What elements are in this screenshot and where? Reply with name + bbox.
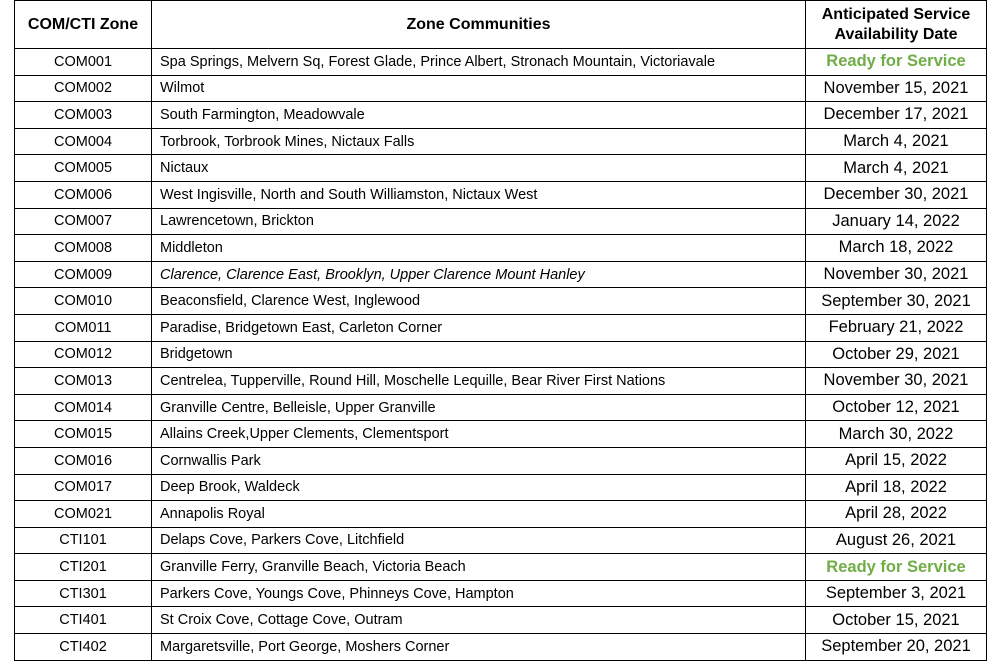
table-container [14,0,986,661]
table-row [15,102,987,129]
header-date-line2: Availability Date [834,25,958,43]
header-zone: COM/CTI Zone [15,1,152,49]
table-row [15,474,987,501]
zone-cell: COM007 [15,208,152,235]
communities-cell: Granville Ferry, Granville Beach, Victoria Beach [152,554,806,581]
table-row [15,501,987,528]
zone-schedule-table [14,0,987,661]
zone-cell: CTI201 [15,554,152,581]
zone-cell: COM011 [15,314,152,341]
communities-cell: Cornwallis Park [152,447,806,474]
communities-cell: South Farmington, Meadowvale [152,102,806,129]
date-cell: April 15, 2022 [806,447,987,474]
header-row [15,1,987,49]
communities-cell: Middleton [152,235,806,262]
table-row [15,607,987,634]
table-row [15,314,987,341]
communities-cell: Paradise, Bridgetown East, Carleton Corner [152,314,806,341]
table-row [15,554,987,581]
date-cell: December 17, 2021 [806,102,987,129]
communities-cell: Deep Brook, Waldeck [152,474,806,501]
communities-cell: Bridgetown [152,341,806,368]
table-row [15,368,987,395]
communities-cell: Torbrook, Torbrook Mines, Nictaux Falls [152,128,806,155]
communities-cell: Allains Creek,Upper Clements, Clementsport [152,421,806,448]
table-row [15,447,987,474]
table-row [15,394,987,421]
zone-cell: COM003 [15,102,152,129]
communities-cell: Margaretsville, Port George, Moshers Corner [152,634,806,661]
communities-cell: Granville Centre, Belleisle, Upper Granville [152,394,806,421]
table-body [15,49,987,661]
zone-cell: COM005 [15,155,152,182]
date-cell: April 28, 2022 [806,501,987,528]
table-row [15,580,987,607]
table-row [15,527,987,554]
date-cell: March 4, 2021 [806,128,987,155]
zone-cell: COM004 [15,128,152,155]
header-date-line1: Anticipated Service [821,5,971,23]
zone-cell: CTI401 [15,607,152,634]
date-cell: February 21, 2022 [806,314,987,341]
date-cell: October 15, 2021 [806,607,987,634]
communities-cell: Annapolis Royal [152,501,806,528]
table-row [15,181,987,208]
zone-cell: CTI402 [15,634,152,661]
communities-cell: Centrelea, Tupperville, Round Hill, Moschelle Lequille, Bear River First Nations [152,368,806,395]
date-cell: September 3, 2021 [806,580,987,607]
communities-cell: Parkers Cove, Youngs Cove, Phinneys Cove, Hampton [152,580,806,607]
table-row [15,288,987,315]
date-cell: November 30, 2021 [806,368,987,395]
ready-status-cell: Ready for Service [806,554,987,581]
communities-cell: West Ingisville, North and South Williamston, Nictaux West [152,181,806,208]
zone-cell: COM006 [15,181,152,208]
table-row [15,341,987,368]
zone-cell: COM016 [15,447,152,474]
zone-cell: COM013 [15,368,152,395]
table-row [15,155,987,182]
date-cell: March 30, 2022 [806,421,987,448]
date-cell: March 4, 2021 [806,155,987,182]
zone-cell: COM009 [15,261,152,288]
zone-cell: CTI101 [15,527,152,554]
table-row [15,261,987,288]
date-cell: December 30, 2021 [806,181,987,208]
table-row [15,128,987,155]
date-cell: August 26, 2021 [806,527,987,554]
zone-cell: CTI301 [15,580,152,607]
zone-cell: COM012 [15,341,152,368]
communities-cell: Beaconsfield, Clarence West, Inglewood [152,288,806,315]
date-cell: October 12, 2021 [806,394,987,421]
table-row [15,634,987,661]
header-communities: Zone Communities [152,1,806,49]
zone-cell: COM021 [15,501,152,528]
table-row [15,75,987,102]
communities-cell: Delaps Cove, Parkers Cove, Litchfield [152,527,806,554]
ready-status-cell: Ready for Service [806,49,987,76]
table-row [15,421,987,448]
date-cell: March 18, 2022 [806,235,987,262]
zone-cell: COM008 [15,235,152,262]
communities-cell: Clarence, Clarence East, Brooklyn, Upper Clarence Mount Hanley [152,261,806,288]
date-cell: November 15, 2021 [806,75,987,102]
communities-cell: Wilmot [152,75,806,102]
communities-cell: Spa Springs, Melvern Sq, Forest Glade, Prince Albert, Stronach Mountain, Victoriavale [152,49,806,76]
date-cell: October 29, 2021 [806,341,987,368]
header-date [806,1,987,49]
communities-cell: St Croix Cove, Cottage Cove, Outram [152,607,806,634]
communities-cell: Lawrencetown, Brickton [152,208,806,235]
zone-cell: COM002 [15,75,152,102]
zone-cell: COM017 [15,474,152,501]
zone-cell: COM010 [15,288,152,315]
table-row [15,49,987,76]
date-cell: September 30, 2021 [806,288,987,315]
table-row [15,235,987,262]
date-cell: November 30, 2021 [806,261,987,288]
zone-cell: COM001 [15,49,152,76]
table-row [15,208,987,235]
zone-cell: COM014 [15,394,152,421]
table-header [15,1,987,49]
zone-cell: COM015 [15,421,152,448]
date-cell: January 14, 2022 [806,208,987,235]
date-cell: September 20, 2021 [806,634,987,661]
date-cell: April 18, 2022 [806,474,987,501]
communities-cell: Nictaux [152,155,806,182]
